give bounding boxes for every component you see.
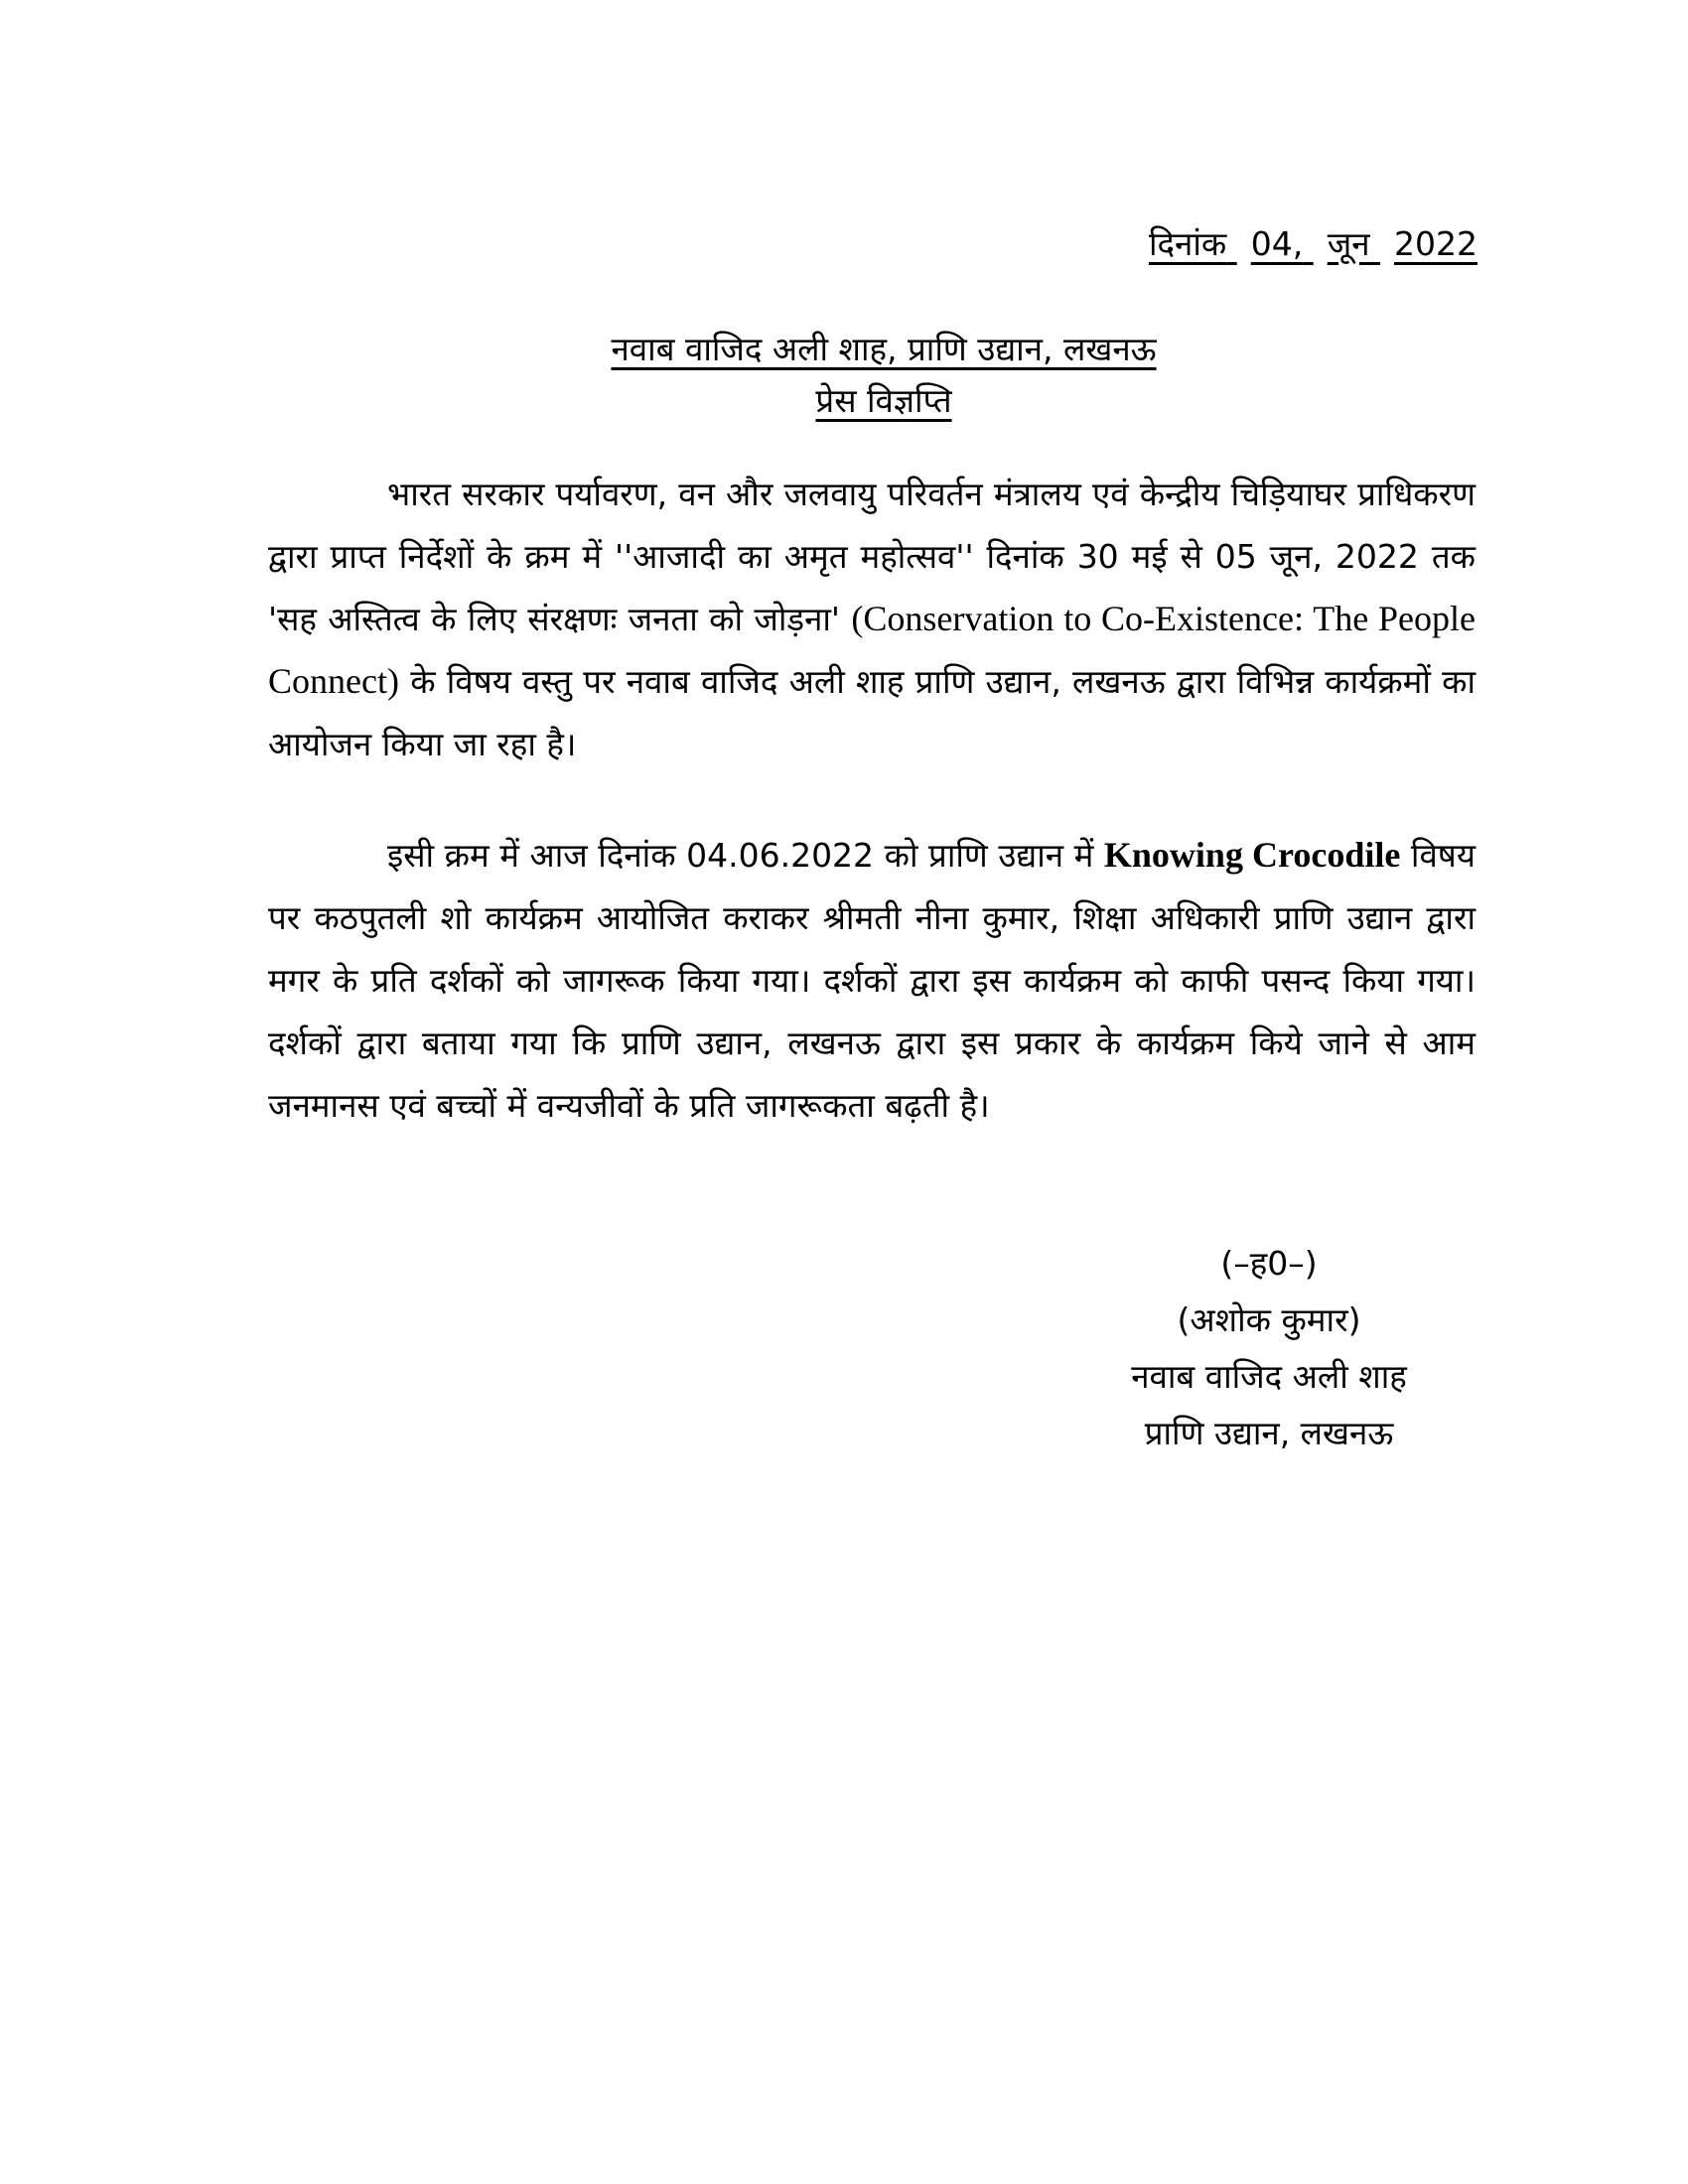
date-line <box>1149 220 1477 265</box>
paragraph-2-text-start: इसी क्रम में आज दिनांक 04.06.2022 को प्राणि उद्यान में <box>387 836 1094 875</box>
organization-heading: नवाब वाजिद अली शाह, प्राणि उद्यान, लखनऊ <box>611 330 1157 368</box>
event-topic: Knowing Crocodile <box>1103 835 1401 875</box>
signatory-title-line-1: नवाब वाजिद अली शाह <box>1131 1357 1407 1396</box>
paragraph-2 <box>268 824 1476 1137</box>
date-month: जून <box>1327 224 1370 263</box>
signatory-title-line-2: प्राणि उद्यान, लखनऊ <box>1144 1414 1394 1452</box>
signatory-name: (अशोक कुमार) <box>1177 1300 1361 1339</box>
paragraph-1-indent <box>268 475 387 513</box>
press-release-title: प्रेस विज्ञप्ति <box>815 381 952 420</box>
english-theme: (Conservation to Co-Existence: The People Connect) <box>268 599 1477 701</box>
date-year: 2022 <box>1394 224 1477 263</box>
signature-block <box>1070 1235 1468 1461</box>
signed-mark: (–ह0–) <box>1220 1244 1318 1283</box>
date-label: दिनांक <box>1148 224 1227 263</box>
date-day: 04, <box>1250 224 1304 263</box>
paragraph-1-text-end: के विषय वस्तु पर नवाब वाजिद अली शाह प्राणि उद्यान, लखनऊ द्वारा विभिन्न कार्यक्रमों का आयोजन किया जा रहा है। <box>268 662 1476 763</box>
paragraph-2-indent <box>268 836 387 875</box>
paragraph-1 <box>268 463 1476 775</box>
paragraph-1-text-start: भारत सरकार पर्यावरण, वन और जलवायु परिवर्तन मंत्रालय एवं केन्द्रीय चिड़ियाघर प्राधिकरण द्वारा प्राप्त निर्देशों के क्रम में ''आजादी का अमृत महोत्सव'' दिनांक 30 मई से 05 जून, 2022 तक 'सह अस्तित्व के लिए संरक्षणः जनता को जोड़ना' <box>268 475 1476 638</box>
paragraph-2-text-end: विषय पर कठपुतली शो कार्यक्रम आयोजित कराकर श्रीमती नीना कुमार, शिक्षा अधिकारी प्राणि उद्यान द्वारा मगर के प्रति दर्शकों को जागरूक किया गया। दर्शकों द्वारा इस कार्यक्रम को काफी पसन्द किया गया। दर्शकों द्वारा बताया गया कि प्राणि उद्यान, लखनऊ द्वारा इस प्रकार के कार्यक्रम किये जाने से आम जनमानस एवं बच्चों में वन्यजीवों के प्रति जागरूकता बढ़ती है। <box>268 836 1476 1125</box>
